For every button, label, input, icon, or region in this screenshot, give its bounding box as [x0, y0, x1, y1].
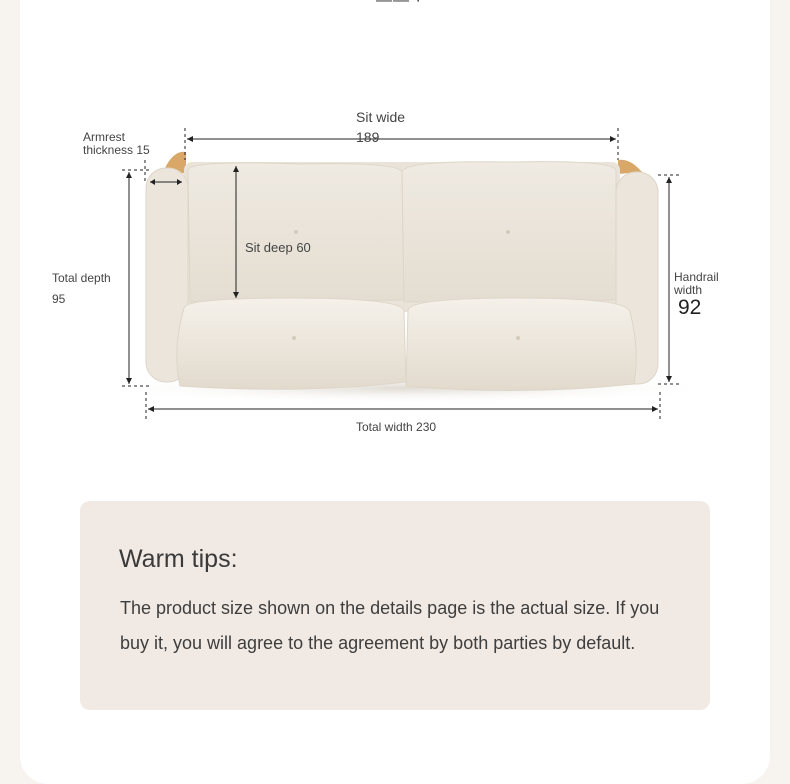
seat-cushion-left: [177, 298, 406, 389]
handrail-width-value: 92: [678, 296, 702, 319]
seat-cushion-right: [406, 298, 636, 391]
total-depth-value: 95: [52, 292, 66, 306]
warm-tips-title: Warm tips:: [119, 545, 238, 573]
handrail-width-label: Handrail width: [674, 270, 719, 297]
sit-deep-label: Sit deep 60: [245, 240, 311, 255]
warm-tips-body: The product size shown on the details page is the actual size. If you buy it, you will agree to the agreement by both parties by default.: [120, 598, 660, 653]
tuft-button: [292, 336, 296, 340]
sit-wide-label: Sit wide: [356, 109, 406, 125]
cropped-heading-fragment: —— ·: [376, 0, 422, 9]
warm-tips-box: [80, 501, 710, 710]
armrest-thickness-label: Armrest thickness 15: [83, 130, 150, 157]
tuft-button: [506, 230, 510, 234]
tuft-button: [516, 336, 520, 340]
sit-wide-value: 189: [356, 129, 380, 145]
total-width-label: Total width 230: [356, 420, 437, 434]
total-depth-label: Total depth: [52, 271, 111, 285]
tuft-button: [294, 230, 298, 234]
